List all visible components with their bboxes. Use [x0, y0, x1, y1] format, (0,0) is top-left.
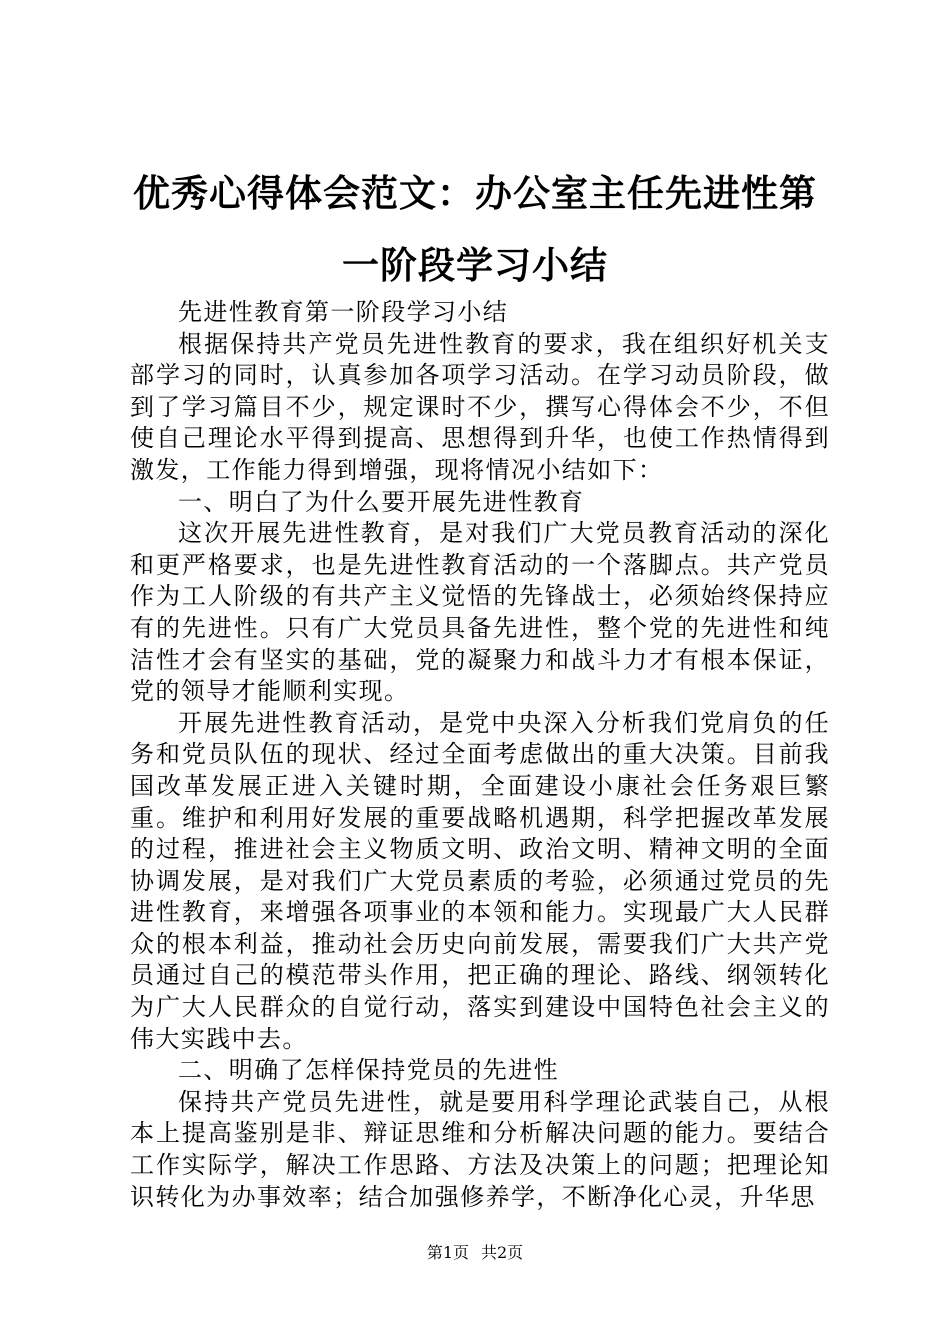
paragraph: 保持共产党员先进性，就是要用科学理论武装自己，从根本上提高鉴别是非、辩证思维和分析解决问题的能力。要结合工作实际学，解决工作思路、方法及决策上的问题；把理论知识转化为办事效率；结合加强修养学，不断净化心灵，升华思	[130, 1087, 830, 1211]
document-body	[130, 297, 830, 1213]
page-number: 第1页	[426, 1243, 469, 1262]
total-pages: 共2页	[481, 1243, 524, 1262]
section-heading: 一、明白了为什么要开展先进性教育	[178, 487, 585, 516]
paragraph: 先进性教育第一阶段学习小结	[178, 298, 509, 326]
page-footer	[0, 1243, 950, 1263]
paragraph: 根据保持共产党员先进性教育的要求，我在组织好机关支部学习的同时，认真参加各项学习活动。在学习动员阶段，做到了学习篇目不少，规定课时不少，撰写心得体会不少，不但使自己理论水平得到提高、思想得到升华，也使工作热情得到激发，工作能力得到增强，现将情况小结如下：	[130, 329, 830, 484]
paragraph: 这次开展先进性教育，是对我们广大党员教育活动的深化和更严格要求，也是先进性教育活动的一个落脚点。共产党员作为工人阶级的有共产主义觉悟的先锋战士，必须始终保持应有的先进性。只有广大党员具备先进性，整个党的先进性和纯洁性才会有坚实的基础，党的凝聚力和战斗力才有根本保证，党的领导才能顺利实现。	[130, 519, 830, 706]
section-heading: 二、明确了怎样保持党员的先进性	[178, 1056, 559, 1085]
paragraph: 开展先进性教育活动，是党中央深入分析我们党肩负的任务和党员队伍的现状、经过全面考虑做出的重大决策。目前我国改革发展正进入关键时期，全面建设小康社会任务艰巨繁重。维护和利用好发展的重要战略机遇期，科学把握改革发展的过程，推进社会主义物质文明、政治文明、精神文明的全面协调发展，是对我们广大党员素质的考验，必须通过党员的先进性教育，来增强各项事业的本领和能力。实现最广大人民群众的根本利益，推动社会历史向前发展，需要我们广大共产党员通过自己的模范带头作用，把正确的理论、路线、纲领转化为广大人民群众的自觉行动，落实到建设中国特色社会主义的伟大实践中去。	[130, 708, 830, 1053]
document-title: 优秀心得体会范文：办公室主任先进性第一阶段学习小结	[133, 172, 817, 287]
